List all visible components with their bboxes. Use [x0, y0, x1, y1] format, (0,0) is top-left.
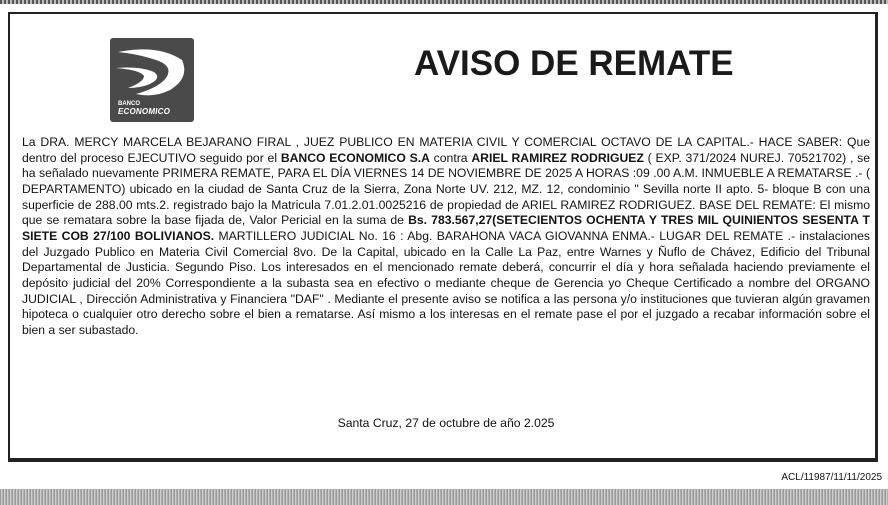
bank-logo — [110, 38, 194, 122]
notice-title: AVISO DE REMATE — [414, 44, 734, 83]
body-text-3: ( EXP. 371/2024 NUREJ. 70521702) , se ha señalado nuevamente PRIMERA REMATE, PARA EL DÍA VIERNES 14 DE NOVIEMBRE DE 2025 A HORAS :09 .00 A.M. INMUEBLE A REMATARSE .- ( DEPARTAMENTO) ubicado en la ciudad de Santa Cruz de la Sierra, Zona Norte UV. 212, MZ. 12, condominio " Sevilla norte II apto. 5- bloque B con una superficie de 288.00 mts.2. registrado bajo la Matricula 7.01.2.01.0025216 de propiedad de ARIEL RAMIREZ RODRIGUEZ. BASE DEL REMATE: El mismo que se rematara sobre la base fijada de, Valor Pericial en la suma de — [22, 150, 870, 228]
notice-body — [22, 135, 870, 339]
body-text-4: MARTILLERO JUDICIAL No. 16 : Abg. BARAHONA VACA GIOVANNA ENMA.- LUGAR DEL REMATE .- instalaciones del Juzgado Publico en Materia Civil Comercial 8vo. De la Capital, ubicado en la Calle La Paz, entre Warnes y Ñuflo de Chávez, Edificio del Tribunal Departamental de Justicia. Segundo Piso. Los interesados en el mencionado remate deberá, concurrir el día y hora señalada haciendo previamente el depósito judicial del 20% Correspondiente a la subasta sea en efectivo o mediante cheque de Gerencia yo Cheque Certificado a nombre del ORGANO JUDICIAL , Dirección Administrativa y Financiera "DAF" . Mediante el presente aviso se notifica a las persona y/o instituciones que tuvieran algún gravamen hipoteca o cualquier otro derecho sobre el bien a rematarse. Así mismo a los interesas en el remate pase el por el juzgado a recabar información sobre el bien a ser subastado. — [22, 228, 870, 337]
bank-logo-label-small: BANCO — [118, 101, 140, 107]
body-text-2: contra — [429, 150, 472, 165]
body-text-1: La DRA. MERCY MARCELA BEJARANO FIRAL , JUEZ PUBLICO EN MATERIA CIVIL Y COMERCIAL OCTAVO DE LA CAPITAL.- HACE SABER: Que dentro del proceso EJECUTIVO seguido por el — [22, 135, 870, 165]
body-bold-debtor: ARIEL RAMIREZ RODRIGUEZ — [471, 150, 644, 165]
scan-edge-bottom — [0, 489, 888, 505]
auction-notice — [8, 12, 878, 462]
reference-code: ACL/11987/11/11/2025 — [781, 472, 882, 483]
scan-edge-top — [0, 0, 888, 4]
bank-logo-label-main: ECONOMICO — [118, 107, 171, 116]
body-bold-bank: BANCO ECONOMICO S.A — [280, 150, 430, 165]
body-bold-amount: Bs. 783.567,27(SETECIENTOS OCHENTA Y TRES MIL QUINIENTOS SESENTA T SIETE COB 27/100 BOLIVIANOS. — [22, 213, 870, 243]
place-date: Santa Cruz, 27 de octubre de año 2.025 — [337, 416, 555, 430]
